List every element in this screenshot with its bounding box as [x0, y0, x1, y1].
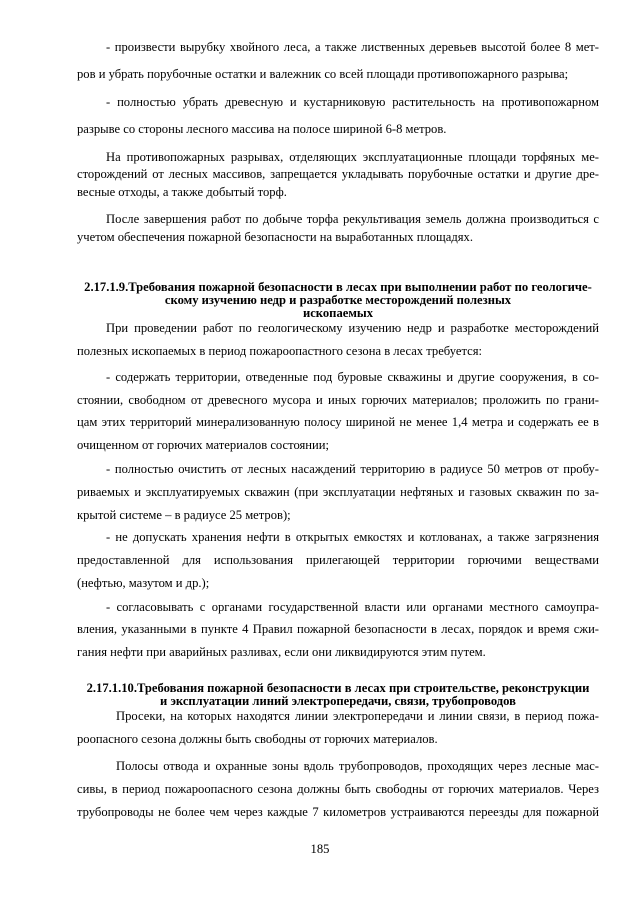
page-number: 185	[310, 842, 330, 856]
text-line: - согласовывать с органами государственной власти или органами местного самоупра-	[106, 600, 599, 614]
text-line: учетом обеспечения пожарной безопасности на выработанных площадях.	[77, 230, 473, 244]
text-line: стоянии, свободном от древесного мусора и иных горючих материалов; проложить по грани-	[77, 393, 599, 407]
text-line: - не допускать хранения нефти в открытых емкостях и котлованах, а также загрязнения	[106, 530, 599, 544]
text-line: Полосы отвода и охранные зоны вдоль трубопроводов, проходящих через лесные мас-	[116, 759, 599, 773]
text-line: Просеки, на которых находятся линии электропередачи и линии связи, в период пожа-	[116, 709, 599, 723]
text-line: вления, указанными в пункте 4 Правил пожарной безопасности в лесах, порядок и время сжи-	[77, 622, 599, 636]
section-heading: 2.17.1.9.Требования пожарной безопасности в лесах при выполнении работ по геологиче-	[84, 280, 592, 294]
text-line: сивы, в период пожароопасного сезона должны быть свободны от горючих материалов. Через	[77, 782, 599, 796]
text-line: - произвести вырубку хвойного леса, а также лиственных деревьев высотой более 8 мет-	[106, 40, 599, 54]
text-line: - полностью убрать древесную и кустарниковую растительность на противопожарном	[106, 95, 599, 109]
section-heading: ископаемых	[302, 306, 374, 320]
text-line: риваемых и эксплуатируемых скважин (при эксплуатации нефтяных и газовых скважин по за-	[77, 485, 599, 499]
text-line: - содержать территории, отведенные под буровые скважины и другие сооружения, в со-	[106, 370, 599, 384]
text-line: очищенном от горючих материалов состоянии;	[77, 438, 330, 452]
section-heading: и эксплуатации линий электропередачи, связи, трубопроводов	[160, 694, 516, 708]
text-line: гания нефти при аварийных разливах, если они ликвидируются этим путем.	[77, 645, 486, 659]
text-line: трубопроводы не более чем через каждые 7 километров устраиваются переезды для пожарной	[77, 805, 599, 819]
text-line: крытой системе – в радиусе 25 метров);	[77, 508, 291, 522]
section-heading: 2.17.1.10.Требования пожарной безопасности в лесах при строительстве, реконструкции	[86, 681, 590, 695]
text-line: - полностью очистить от лесных насаждений территорию в радиусе 50 метров от пробу-	[106, 462, 599, 476]
text-line: ров и убрать порубочные остатки и валежник со всей площади противопожарного разрыва;	[77, 67, 569, 81]
text-line: На противопожарных разрывах, отделяющих эксплуатационные площади торфяных ме-	[106, 150, 599, 164]
text-line: предоставленной для использования прилегающей территории горючими веществами	[77, 553, 599, 567]
text-line: весные отходы, а также добытый торф.	[77, 185, 287, 199]
text-line: После завершения работ по добыче торфа рекультивация земель должна производиться с	[106, 212, 599, 226]
text-line: полезных ископаемых в период пожароопастного сезона в лесах требуется:	[77, 344, 482, 358]
text-line: цам этих территорий минерализованную полосу шириной не менее 1,4 метра и содержать ее в	[77, 415, 599, 429]
text-line: сторождений от лесных массивов, запрещается укладывать порубочные остатки и другие дре-	[77, 167, 599, 181]
text-line: роопасного сезона должны быть свободны от горючих материалов.	[77, 732, 438, 746]
text-line: При проведении работ по геологическому изучению недр и разработке месторождений	[106, 321, 599, 335]
text-line: (нефтью, мазутом и др.);	[77, 576, 210, 590]
text-line: разрыве со стороны лесного массива на полосе шириной 6-8 метров.	[77, 122, 447, 136]
section-heading: скому изучению недр и разработке месторождений полезных	[164, 293, 512, 307]
